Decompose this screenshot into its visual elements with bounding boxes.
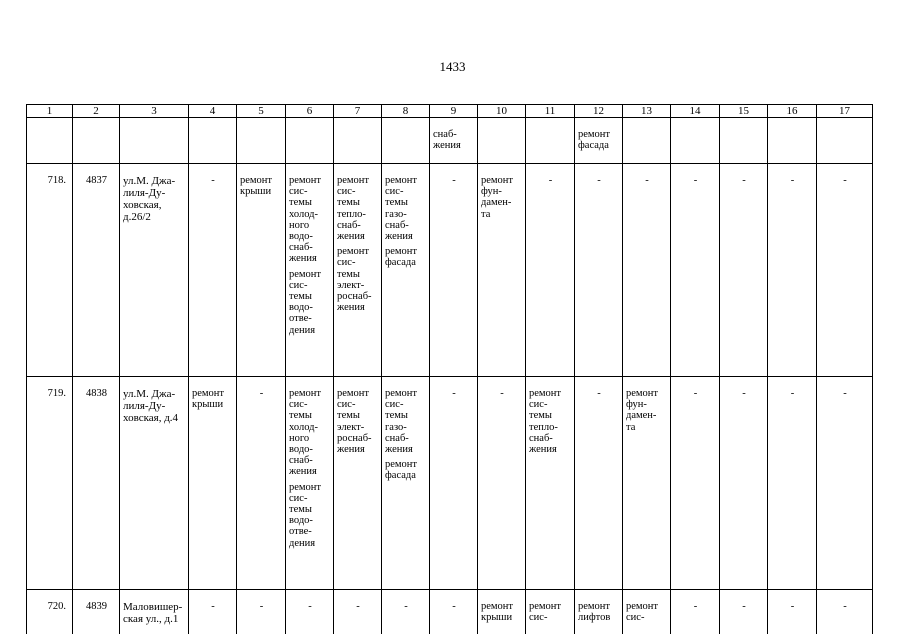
table-row (27, 164, 873, 377)
work-entry: ремонт фун- дамен- та (481, 175, 514, 220)
empty-work-cell: - (430, 590, 478, 635)
empty-work-cell: - (720, 164, 768, 377)
work-entry: ремонт сис- темы холод- ного водо- снаб- жения (289, 388, 322, 478)
empty-work-cell: - (817, 590, 873, 635)
work-cell (623, 590, 671, 635)
continuation-cell (286, 118, 334, 164)
work-cell (334, 164, 382, 377)
empty-work-cell: - (478, 377, 526, 590)
empty-work-cell: - (671, 377, 720, 590)
work-cell (526, 590, 575, 635)
work-cell (237, 164, 286, 377)
column-number-cell: 4 (189, 105, 237, 118)
page-number: 1433 (439, 59, 466, 74)
row-number-cell: 720. (27, 590, 73, 635)
work-entry: ремонт крыши (481, 601, 514, 624)
work-cell (575, 590, 623, 635)
column-number-cell: 6 (286, 105, 334, 118)
continuation-cell (720, 118, 768, 164)
work-entry: ремонт сис- (626, 601, 659, 624)
column-number-cell: 14 (671, 105, 720, 118)
work-entry: ремонт сис- темы водо- отве- дения (289, 268, 322, 336)
work-entry: ремонт фасада (385, 459, 418, 482)
empty-work-cell: - (382, 590, 430, 635)
column-number-cell: 2 (73, 105, 120, 118)
work-entry: ремонт лифтов (578, 601, 611, 624)
building-code-cell: 4837 (73, 164, 120, 377)
empty-work-cell: - (575, 164, 623, 377)
continuation-row (27, 118, 873, 164)
address-cell: ул.М. Джа- лиля-Ду- ховская, д.4 (120, 377, 189, 590)
column-number-row (27, 105, 873, 118)
empty-work-cell: - (720, 377, 768, 590)
column-number-cell: 3 (120, 105, 189, 118)
column-number-cell: 15 (720, 105, 768, 118)
empty-work-cell: - (817, 377, 873, 590)
work-entry: ремонт сис- темы газо- снаб- жения (385, 175, 418, 243)
empty-work-cell: - (671, 590, 720, 635)
continuation-cell: ремонт фасада (575, 118, 623, 164)
empty-work-cell: - (237, 377, 286, 590)
empty-work-cell: - (817, 164, 873, 377)
empty-work-cell: - (575, 377, 623, 590)
column-number-cell: 1 (27, 105, 73, 118)
empty-work-cell: - (237, 590, 286, 635)
table-row (27, 590, 873, 635)
work-entry: ремонт сис- темы газо- снаб- жения (385, 388, 418, 456)
work-cell (478, 164, 526, 377)
empty-work-cell: - (768, 164, 817, 377)
column-number-cell: 12 (575, 105, 623, 118)
empty-work-cell: - (623, 164, 671, 377)
work-cell (286, 377, 334, 590)
work-entry: ремонт фун- дамен- та (626, 388, 659, 433)
continuation-cell: снаб- жения (430, 118, 478, 164)
works-table (26, 104, 873, 634)
empty-work-cell: - (430, 164, 478, 377)
continuation-cell (623, 118, 671, 164)
empty-work-cell: - (189, 164, 237, 377)
address-cell: Маловишер- ская ул., д.1 (120, 590, 189, 635)
column-number-cell: 10 (478, 105, 526, 118)
column-number-cell: 13 (623, 105, 671, 118)
empty-work-cell: - (334, 590, 382, 635)
work-entry: ремонт сис- темы тепло- снаб- жения (529, 388, 562, 456)
empty-work-cell: - (526, 164, 575, 377)
continuation-cell (671, 118, 720, 164)
work-entry: ремонт крыши (240, 175, 273, 198)
empty-work-cell: - (671, 164, 720, 377)
address-cell: ул.М. Джа- лиля-Ду- ховская, д.26/2 (120, 164, 189, 377)
work-cell (478, 590, 526, 635)
empty-work-cell: - (189, 590, 237, 635)
empty-work-cell: - (430, 377, 478, 590)
continuation-cell (73, 118, 120, 164)
continuation-cell (526, 118, 575, 164)
work-entry: ремонт сис- темы водо- отве- дения (289, 481, 322, 549)
continuation-cell (817, 118, 873, 164)
work-entry: ремонт сис- темы тепло- снаб- жения (337, 175, 370, 243)
work-entry: ремонт сис- (529, 601, 562, 624)
table-row (27, 377, 873, 590)
empty-work-cell: - (720, 590, 768, 635)
continuation-cell (237, 118, 286, 164)
column-number-cell: 11 (526, 105, 575, 118)
continuation-cell (27, 118, 73, 164)
column-number-cell: 9 (430, 105, 478, 118)
empty-work-cell: - (768, 590, 817, 635)
work-entry: ремонт сис- темы холод- ного водо- снаб- жения (289, 175, 322, 265)
building-code-cell: 4838 (73, 377, 120, 590)
column-number-cell: 17 (817, 105, 873, 118)
work-cell (189, 377, 237, 590)
row-number-cell: 719. (27, 377, 73, 590)
column-number-cell: 7 (334, 105, 382, 118)
column-number-cell: 16 (768, 105, 817, 118)
building-code-cell: 4839 (73, 590, 120, 635)
work-cell (526, 377, 575, 590)
row-number-cell: 718. (27, 164, 73, 377)
work-cell (286, 164, 334, 377)
work-cell (382, 164, 430, 377)
continuation-cell (382, 118, 430, 164)
work-entry: ремонт фасада (385, 246, 418, 269)
continuation-cell (189, 118, 237, 164)
continuation-cell (120, 118, 189, 164)
work-cell (334, 377, 382, 590)
continuation-cell (334, 118, 382, 164)
work-cell (623, 377, 671, 590)
work-cell (382, 377, 430, 590)
continuation-cell (768, 118, 817, 164)
work-entry: ремонт сис- темы элект- роснаб- жения (337, 246, 372, 314)
continuation-cell (478, 118, 526, 164)
column-number-cell: 8 (382, 105, 430, 118)
empty-work-cell: - (286, 590, 334, 635)
empty-work-cell: - (768, 377, 817, 590)
work-entry: ремонт сис- темы элект- роснаб- жения (337, 388, 372, 456)
column-number-cell: 5 (237, 105, 286, 118)
work-entry: ремонт крыши (192, 388, 225, 411)
